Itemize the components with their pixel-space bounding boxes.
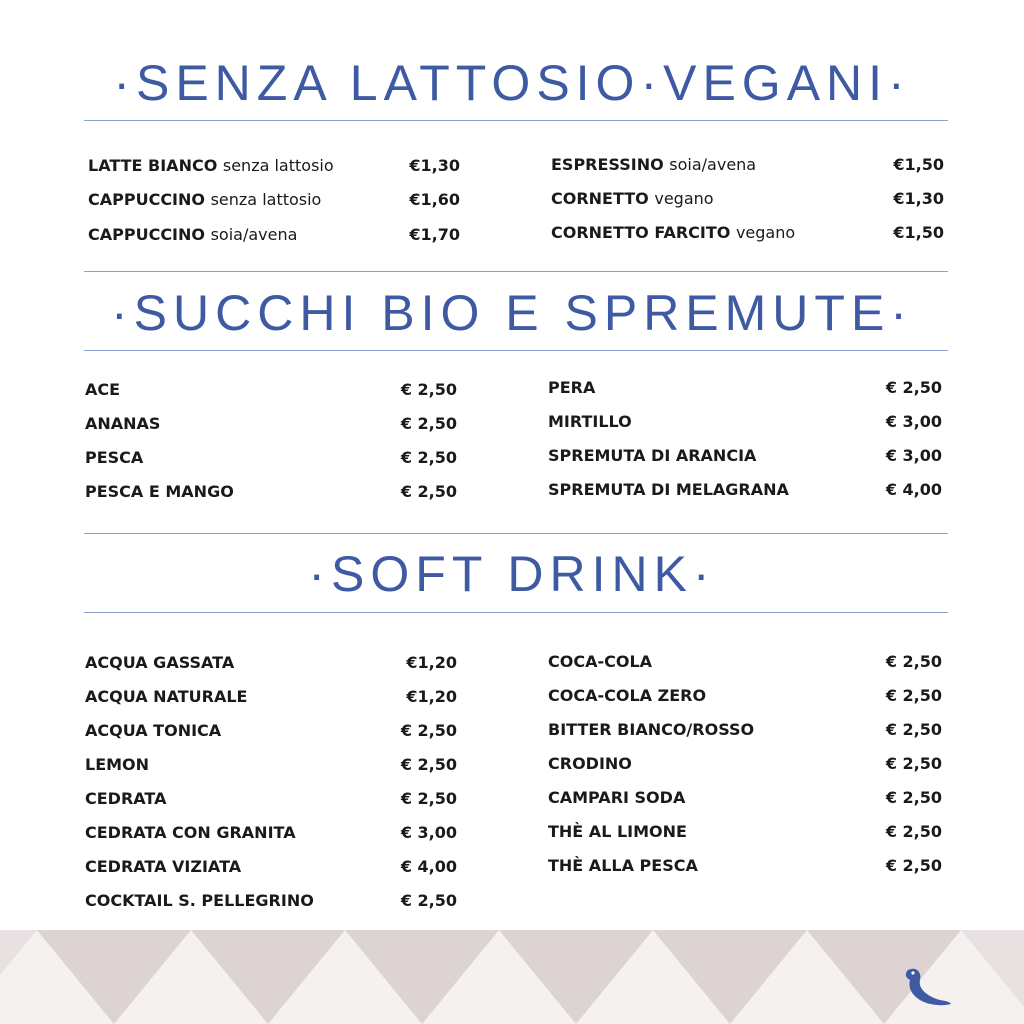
menu-item: LATTE BIANCO senza lattosio bbox=[88, 156, 334, 175]
divider bbox=[84, 612, 948, 613]
menu-item: CAPPUCCINO senza lattosio bbox=[88, 190, 322, 209]
menu-item-price: €1,50 bbox=[893, 155, 944, 174]
menu-item: LEMON bbox=[85, 755, 150, 774]
menu-item-price: €1,20 bbox=[406, 653, 457, 672]
menu-item-price: € 2,50 bbox=[885, 788, 942, 807]
menu-item-price: € 2,50 bbox=[885, 686, 942, 705]
menu-item-price: €1,60 bbox=[409, 190, 460, 209]
divider bbox=[84, 120, 948, 121]
menu-item: BITTER BIANCO/ROSSO bbox=[548, 720, 755, 739]
menu-item: CAPPUCCINO soia/avena bbox=[88, 225, 298, 244]
menu-item-price: €1,30 bbox=[409, 156, 460, 175]
menu-item-price: € 2,50 bbox=[400, 482, 457, 501]
menu-item-price: € 4,00 bbox=[885, 480, 942, 499]
menu-item: THÈ ALLA PESCA bbox=[548, 856, 698, 875]
menu-item-price: € 2,50 bbox=[885, 822, 942, 841]
menu-item: PERA bbox=[548, 378, 596, 397]
menu-item: CEDRATA bbox=[85, 789, 167, 808]
menu-item-price: € 2,50 bbox=[400, 789, 457, 808]
menu-item-price: €1,30 bbox=[893, 189, 944, 208]
menu-item: SPREMUTA DI ARANCIA bbox=[548, 446, 757, 465]
footer-triangle-pattern bbox=[0, 930, 1024, 1024]
menu-item: COCKTAIL S. PELLEGRINO bbox=[85, 891, 314, 910]
menu-item-price: €1,50 bbox=[893, 223, 944, 242]
menu-item: ESPRESSINO soia/avena bbox=[551, 155, 757, 174]
menu-item: MIRTILLO bbox=[548, 412, 632, 431]
divider bbox=[84, 271, 948, 272]
menu-item: THÈ AL LIMONE bbox=[548, 822, 687, 841]
divider bbox=[84, 350, 948, 351]
menu-item-price: € 2,50 bbox=[400, 755, 457, 774]
section-title-soft-drink: ·SOFT DRINK· bbox=[308, 546, 716, 602]
divider bbox=[84, 533, 948, 534]
menu-item-price: €1,70 bbox=[409, 225, 460, 244]
menu-item: ANANAS bbox=[85, 414, 161, 433]
menu-item-price: € 2,50 bbox=[885, 720, 942, 739]
menu-item-price: € 3,00 bbox=[400, 823, 457, 842]
section-title-senza-lattosio: ·SENZA LATTOSIO·VEGANI· bbox=[113, 55, 911, 111]
menu-item: ACQUA NATURALE bbox=[85, 687, 248, 706]
menu-item-price: € 3,00 bbox=[885, 446, 942, 465]
menu-item-price: € 4,00 bbox=[400, 857, 457, 876]
menu-item: ACE bbox=[85, 380, 121, 399]
menu-item: CORNETTO FARCITO vegano bbox=[551, 223, 796, 242]
menu-item-price: €1,20 bbox=[406, 687, 457, 706]
menu-item-price: € 2,50 bbox=[885, 652, 942, 671]
menu-item: ACQUA GASSATA bbox=[85, 653, 235, 672]
menu-item-price: € 2,50 bbox=[400, 721, 457, 740]
menu-item: PESCA E MANGO bbox=[85, 482, 234, 501]
menu-item: CORNETTO vegano bbox=[551, 189, 714, 208]
menu-item: ACQUA TONICA bbox=[85, 721, 222, 740]
menu-item-price: € 2,50 bbox=[400, 414, 457, 433]
menu-item-price: € 3,00 bbox=[885, 412, 942, 431]
dolphin-icon bbox=[900, 964, 952, 1010]
menu-item: COCA-COLA ZERO bbox=[548, 686, 707, 705]
menu-item: SPREMUTA DI MELAGRANA bbox=[548, 480, 789, 499]
menu-item-price: € 2,50 bbox=[885, 754, 942, 773]
menu-item: CRODINO bbox=[548, 754, 632, 773]
menu-item: PESCA bbox=[85, 448, 144, 467]
menu-item: CEDRATA CON GRANITA bbox=[85, 823, 296, 842]
menu-item-price: € 2,50 bbox=[400, 448, 457, 467]
section-title-succhi-bio: ·SUCCHI BIO E SPREMUTE· bbox=[111, 285, 913, 341]
menu-item-price: € 2,50 bbox=[885, 378, 942, 397]
menu-item: COCA-COLA bbox=[548, 652, 653, 671]
menu-item: CAMPARI SODA bbox=[548, 788, 686, 807]
menu-item-price: € 2,50 bbox=[400, 891, 457, 910]
menu-item-price: € 2,50 bbox=[400, 380, 457, 399]
menu-item: CEDRATA VIZIATA bbox=[85, 857, 242, 876]
menu-item-price: € 2,50 bbox=[885, 856, 942, 875]
